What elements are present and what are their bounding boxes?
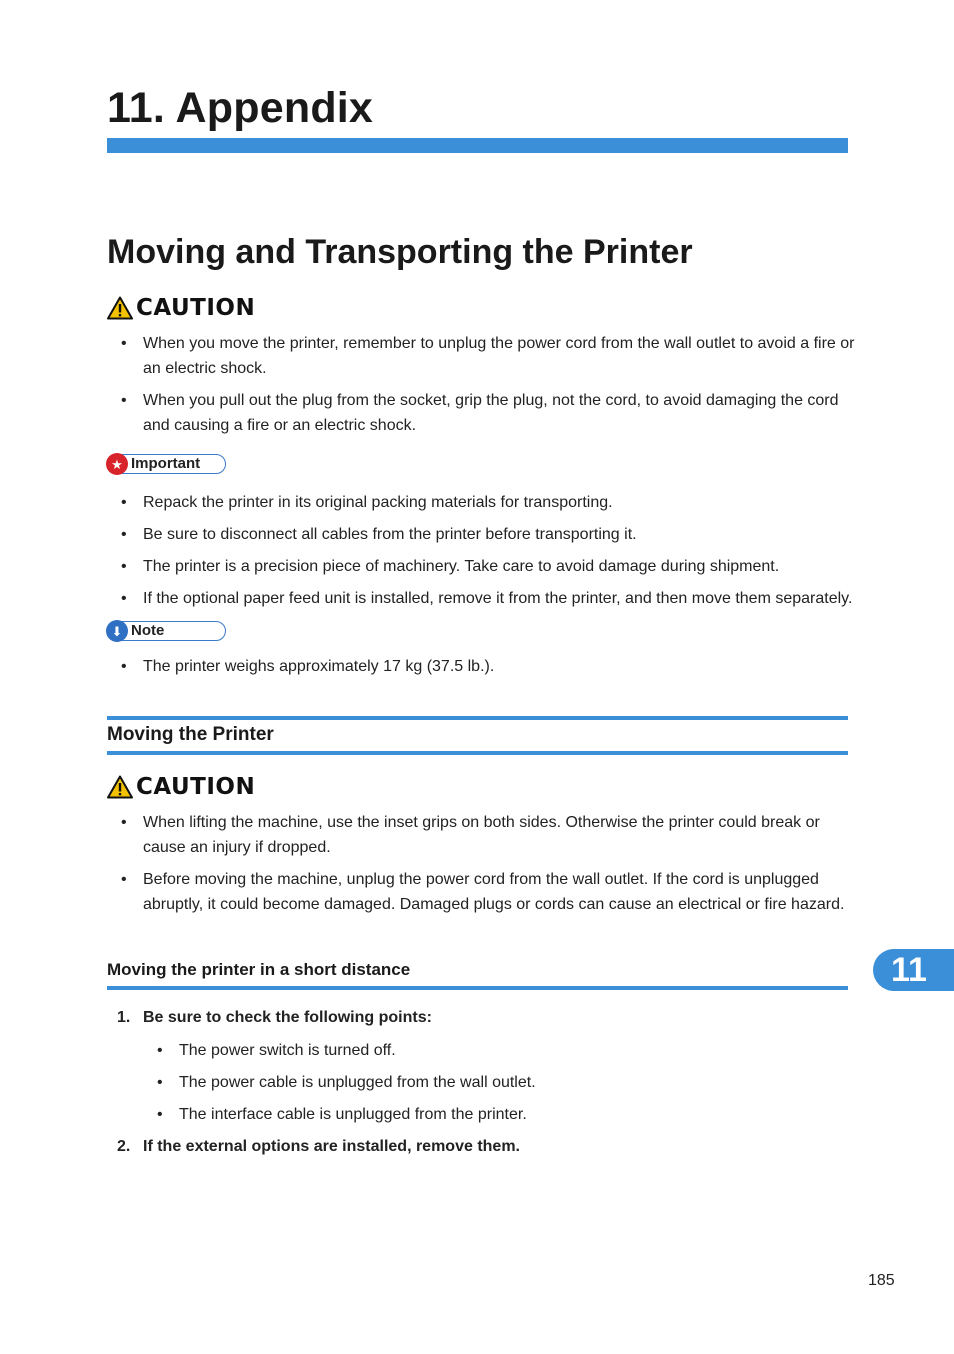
important-list [107,490,867,611]
list-item: • The power switch is turned off. [143,1038,843,1063]
list-item: • The power cable is unplugged from the wall outlet. [143,1070,843,1095]
star-icon: ★ [106,453,128,475]
list-item: • Repack the printer in its original packing materials for transporting. [107,490,867,515]
list-item: • The interface cable is unplugged from the printer. [143,1102,843,1127]
chapter-title: 11. Appendix [107,84,374,132]
list-item: • The printer weighs approximately 17 kg (37.5 lb.). [107,654,857,679]
step-2 [117,1136,520,1158]
note-text: Note [131,622,165,639]
subsection-bar-bottom [107,751,848,755]
page-number: 185 [868,1272,895,1289]
list-item: • If the optional paper feed unit is installed, remove it from the printer, and then move them separately. [107,586,867,611]
list-item: • Be sure to disconnect all cables from the printer before transporting it. [107,522,867,547]
caution-label [107,294,255,322]
section-title: Moving and Transporting the Printer [107,233,693,271]
list-item: • When lifting the machine, use the inset grips on both sides. Otherwise the printer could break or cause an injury if dropped. [107,810,862,860]
step-number: 2. [117,1138,131,1155]
list-item: • When you move the printer, remember to unplug the power cord from the wall outlet to avoid a fire or an electric shock. [107,331,857,381]
subsection-bar-top [107,716,848,720]
note-label [107,621,226,641]
important-text: Important [131,455,201,472]
subsubsection-title: Moving the printer in a short distance [107,960,411,979]
warning-triangle-icon [107,775,133,799]
list-item: • The printer is a precision piece of machinery. Take care to avoid damage during shipment. [107,554,867,579]
step-1 [117,1007,432,1029]
caution-word: CAUTION [136,774,256,800]
chapter-title-bar [107,138,848,153]
warning-triangle-icon [107,296,133,320]
step-text: If the external options are installed, remove them. [143,1138,520,1155]
note-list [107,654,857,679]
list-item: • When you pull out the plug from the socket, grip the plug, not the cord, to avoid damaging the cord and causing a fire or an electric shock. [107,388,857,438]
caution-list [107,810,862,917]
arrow-down-icon: ⬇ [106,620,128,642]
chapter-tab: 11 [873,949,954,991]
subsubsection-bar [107,986,848,990]
caution-list [107,331,857,438]
step-text: Be sure to check the following points: [143,1009,432,1026]
important-label [107,454,226,474]
subsection-title: Moving the Printer [107,724,274,745]
list-item: • Before moving the machine, unplug the power cord from the wall outlet. If the cord is unplugged abruptly, it could become damaged. Damaged plugs or cords can cause an electrical or fire hazard. [107,867,862,917]
step-number: 1. [117,1009,131,1026]
step-1-sublist [143,1038,843,1127]
caution-label [107,773,255,801]
caution-word: CAUTION [136,295,256,321]
